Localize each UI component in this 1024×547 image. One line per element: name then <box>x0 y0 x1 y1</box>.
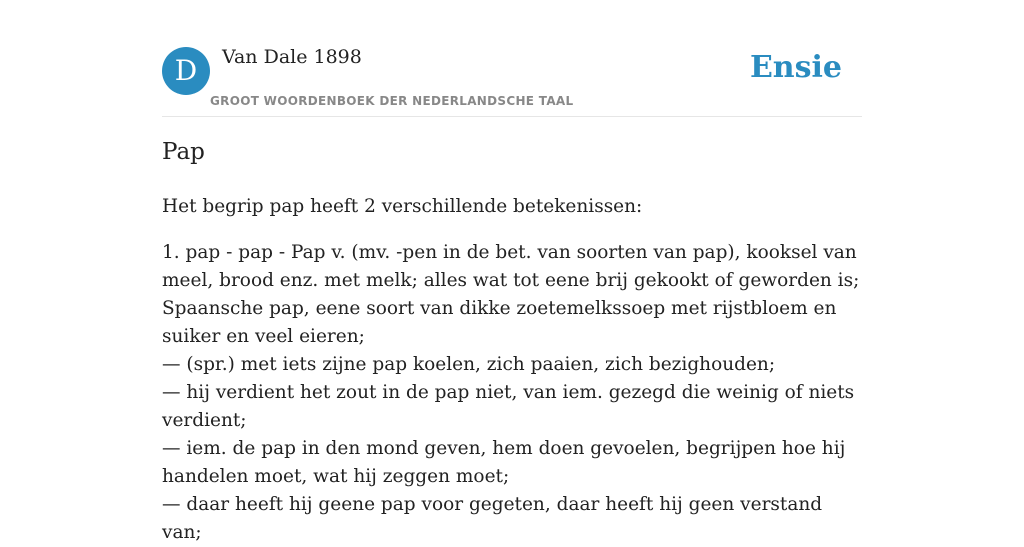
definition-line: — (spr.) met iets zijne pap koelen, zich paaien, zich bezighouden; <box>162 354 776 375</box>
entry-intro: Het begrip pap heeft 2 verschillende betekenissen: <box>162 196 643 217</box>
definition-line: — iem. de pap in den mond geven, hem doen gevoelen, begrijpen hoe hij handelen moet, wat hij zeggen moet; <box>162 438 846 487</box>
definition-line: — daar heeft hij geene pap voor gegeten, daar heeft hij geen verstand van; <box>162 494 823 543</box>
entry-definition <box>162 239 862 547</box>
ensie-brand-link[interactable]: Ensie <box>749 50 842 85</box>
header <box>162 0 862 117</box>
definition-line: — hij verdient het zout in de pap niet, van iem. gezegd die weinig of niets verdient; <box>162 382 855 431</box>
dictionary-logo-icon[interactable]: D <box>162 47 210 95</box>
dictionary-subtitle: GROOT WOORDENBOEK DER NEDERLANDSCHE TAAL <box>210 94 574 108</box>
dictionary-title[interactable]: Van Dale 1898 <box>222 46 362 68</box>
entry-word-title: Pap <box>162 139 205 165</box>
page-container <box>162 0 862 543</box>
definition-line: 1. pap - pap - Pap v. (mv. -pen in de bet. van soorten van pap), kooksel van meel, brood enz. met melk; alles wat tot eene brij gekookt of geworden is; Spaansche pap, eene soort van dikke zoetemelkssoep met rijstbloem en suiker en veel eieren; <box>162 242 860 347</box>
